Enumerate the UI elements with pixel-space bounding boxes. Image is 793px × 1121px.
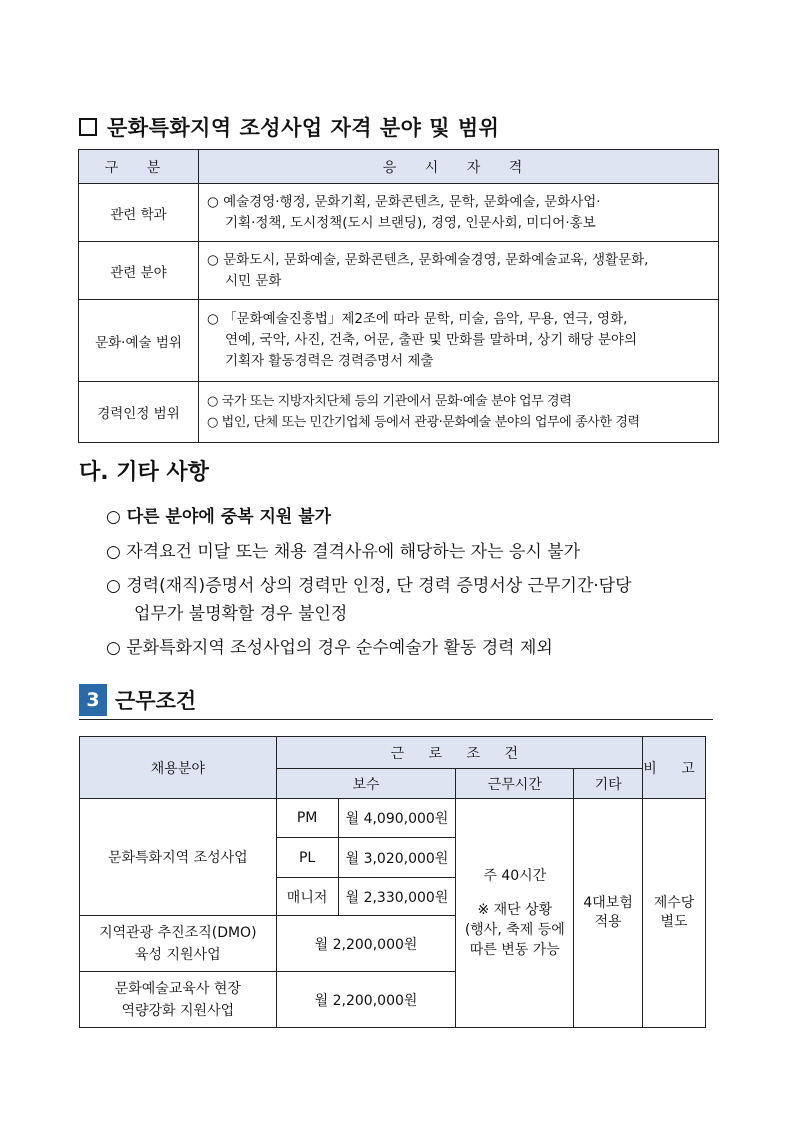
checkbox-icon <box>79 118 97 136</box>
field-line: 역량강화 지원사업 <box>121 1002 235 1019</box>
role-cell: PL <box>276 838 338 878</box>
note-line: 별도 <box>660 914 688 930</box>
row-text: ○ 예술경영·행정, 문화기획, 문화콘텐츠, 문학, 문화예술, 문화사업· <box>207 193 601 210</box>
pay-cell: 월 2,200,000원 <box>276 916 456 972</box>
row-text: 시민 문화 <box>225 272 282 289</box>
header-qualification: 응 시 자 격 <box>199 150 719 184</box>
section1-title <box>79 112 499 142</box>
pay-cell: 월 3,020,000원 <box>338 838 456 878</box>
pay-cell: 월 4,090,000원 <box>338 799 456 838</box>
row-text: 기획·정책, 도시정책(도시 브랜딩), 경영, 인문사회, 미디어·홍보 <box>225 214 596 231</box>
field-cell: 문화특화지역 조성사업 <box>80 799 277 916</box>
section3-divider <box>79 719 713 720</box>
section-number-badge: 3 <box>79 684 107 716</box>
item-text: ○ 자격요건 미달 또는 채용 결격사유에 해당하는 자는 응시 불가 <box>106 542 581 562</box>
row-text: 기획자 활동경력은 경력증명서 제출 <box>225 353 434 369</box>
table-row <box>79 184 719 242</box>
header-category: 구 분 <box>79 150 199 184</box>
header-field: 채용분야 <box>80 737 277 799</box>
hours-note: (행사, 축제 등에 <box>464 922 565 938</box>
hours-main: 주 40시간 <box>483 868 547 884</box>
field-line: 문화예술교육사 현장 <box>114 980 241 997</box>
row-text: ○ 국가 또는 지방자치단체 등의 기관에서 문화·예술 분야 업무 경력 <box>207 394 572 409</box>
section3-title: 근무조건 <box>115 689 197 713</box>
row-text: ○ 「문화예술진흥법」제2조에 따라 문학, 미술, 음악, 무용, 연극, 영화, <box>207 311 628 327</box>
section1-title-text: 문화특화지역 조성사업 자격 분야 및 범위 <box>107 116 500 140</box>
etc-line: 4대보험 <box>583 895 633 911</box>
list-item <box>106 633 553 658</box>
work-conditions-table <box>79 736 706 1028</box>
note-line: 제수당 <box>653 895 695 911</box>
table-row <box>79 242 719 300</box>
list-item <box>106 537 580 562</box>
list-item-cont <box>134 599 347 624</box>
hours-cell <box>456 799 574 1028</box>
role-cell: PM <box>276 799 338 838</box>
table-row <box>79 382 719 443</box>
row-text: ○ 문화도시, 문화예술, 문화콘텐츠, 문화예술경영, 문화예술교육, 생활문화, <box>207 251 649 268</box>
pay-cell: 월 2,330,000원 <box>338 878 456 916</box>
role-cell: 매니저 <box>276 878 338 916</box>
list-item <box>106 502 331 527</box>
item-text: ○ 문화특화지역 조성사업의 경우 순수예술가 활동 경력 제외 <box>106 638 553 658</box>
row-label: 문화·예술 범위 <box>79 300 199 382</box>
hours-note: 따른 변동 가능 <box>469 942 560 958</box>
header-hours: 근무시간 <box>456 769 574 799</box>
row-text: 연예, 국악, 사진, 건축, 어문, 출판 및 만화를 말하며, 상기 해당 분야의 <box>225 332 638 348</box>
field-line: 지역관광 추진조직(DMO) <box>99 924 257 941</box>
field-cell <box>80 972 277 1028</box>
qualification-table <box>78 149 719 443</box>
etc-cell <box>574 799 643 1028</box>
item-text: ○ 다른 분야에 중복 지원 불가 <box>106 507 332 527</box>
pay-cell: 월 2,200,000원 <box>276 972 456 1028</box>
item-text: 업무가 불명확할 경우 불인정 <box>134 604 348 624</box>
header-conditions: 근 로 조 건 <box>276 737 642 769</box>
list-item <box>106 571 632 596</box>
row-label: 관련 학과 <box>79 184 199 242</box>
table-row <box>79 300 719 382</box>
header-note: 비 고 <box>643 737 706 799</box>
row-label: 경력인정 범위 <box>79 382 199 443</box>
etc-line: 적용 <box>594 914 622 930</box>
item-text: ○ 경력(재직)증명서 상의 경력만 인정, 단 경력 증명서상 근무기간·담당 <box>106 576 632 596</box>
header-etc: 기타 <box>574 769 643 799</box>
row-label: 관련 분야 <box>79 242 199 300</box>
section3-header <box>79 684 196 716</box>
field-cell <box>80 916 277 972</box>
note-cell <box>643 799 706 1028</box>
section2-title: 다. 기타 사항 <box>79 460 209 485</box>
hours-note: ※ 재단 상황 <box>477 902 553 918</box>
field-line: 육성 지원사업 <box>135 946 221 963</box>
row-text: ○ 법인, 단체 또는 민간기업체 등에서 관광·문화예술 분야의 업무에 종사한 경력 <box>207 415 640 430</box>
header-pay: 보수 <box>276 769 456 799</box>
